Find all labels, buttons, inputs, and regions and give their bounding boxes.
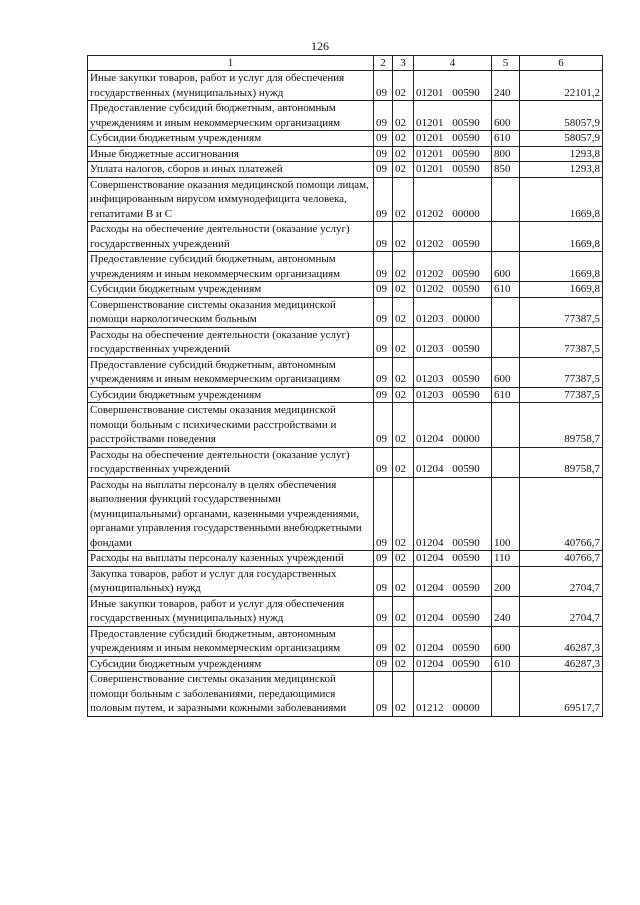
row-expense-type <box>492 327 520 357</box>
row-amount: 1669,8 <box>520 222 603 252</box>
row-target-article: 01204 00590 <box>414 626 492 656</box>
column-header-subsection: 3 <box>393 56 414 71</box>
row-target-article: 01204 00590 <box>414 477 492 551</box>
row-amount: 1669,8 <box>520 252 603 282</box>
row-subsection: 02 <box>393 551 414 567</box>
row-amount: 77387,5 <box>520 357 603 387</box>
row-amount: 77387,5 <box>520 297 603 327</box>
row-expense-type: 610 <box>492 282 520 298</box>
row-subsection: 02 <box>393 387 414 403</box>
row-section: 09 <box>374 447 393 477</box>
row-section: 09 <box>374 672 393 717</box>
row-name: Расходы на выплаты персоналу казенных учреждений <box>88 551 374 567</box>
row-expense-type: 850 <box>492 162 520 178</box>
header-row <box>88 56 603 71</box>
row-amount: 77387,5 <box>520 387 603 403</box>
row-target-article: 01204 00590 <box>414 566 492 596</box>
table-row <box>88 101 603 131</box>
row-amount: 46287,3 <box>520 626 603 656</box>
row-name: Субсидии бюджетным учреждениям <box>88 282 374 298</box>
row-target-article: 01203 00590 <box>414 357 492 387</box>
row-name: Совершенствование системы оказания медицинской помощи больным с заболеваниями, передающимися половым путем, и заразными кожными заболеваниями <box>88 672 374 717</box>
row-section: 09 <box>374 357 393 387</box>
row-expense-type: 610 <box>492 131 520 147</box>
row-subsection: 02 <box>393 71 414 101</box>
table-row <box>88 477 603 551</box>
row-subsection: 02 <box>393 282 414 298</box>
row-target-article: 01204 00590 <box>414 656 492 672</box>
row-target-article: 01202 00590 <box>414 222 492 252</box>
table-row <box>88 626 603 656</box>
row-target-article: 01202 00590 <box>414 252 492 282</box>
row-subsection: 02 <box>393 146 414 162</box>
row-name: Уплата налогов, сборов и иных платежей <box>88 162 374 178</box>
row-amount: 2704,7 <box>520 566 603 596</box>
row-target-article: 01201 00590 <box>414 131 492 147</box>
row-subsection: 02 <box>393 222 414 252</box>
row-target-article: 01203 00590 <box>414 387 492 403</box>
row-amount: 58057,9 <box>520 101 603 131</box>
row-target-article: 01201 00590 <box>414 162 492 178</box>
table-row <box>88 566 603 596</box>
row-expense-type <box>492 672 520 717</box>
row-amount: 1293,8 <box>520 146 603 162</box>
row-expense-type: 200 <box>492 566 520 596</box>
row-expense-type: 240 <box>492 71 520 101</box>
row-expense-type: 600 <box>492 101 520 131</box>
row-section: 09 <box>374 252 393 282</box>
table-row <box>88 403 603 448</box>
row-amount: 46287,3 <box>520 656 603 672</box>
row-subsection: 02 <box>393 626 414 656</box>
row-section: 09 <box>374 656 393 672</box>
row-target-article: 01201 00590 <box>414 146 492 162</box>
row-subsection: 02 <box>393 252 414 282</box>
row-subsection: 02 <box>393 447 414 477</box>
row-amount: 40766,7 <box>520 551 603 567</box>
row-amount: 89758,7 <box>520 447 603 477</box>
row-name: Субсидии бюджетным учреждениям <box>88 131 374 147</box>
row-amount: 1669,8 <box>520 282 603 298</box>
row-name: Расходы на обеспечение деятельности (оказание услуг) государственных учреждений <box>88 222 374 252</box>
row-name: Иные бюджетные ассигнования <box>88 146 374 162</box>
row-subsection: 02 <box>393 403 414 448</box>
row-name: Совершенствование системы оказания медицинской помощи наркологическим больным <box>88 297 374 327</box>
table-row <box>88 131 603 147</box>
row-subsection: 02 <box>393 566 414 596</box>
table-row <box>88 387 603 403</box>
row-amount: 40766,7 <box>520 477 603 551</box>
row-name: Предоставление субсидий бюджетным, автономным учреждениям и иным некоммерческим организациям <box>88 626 374 656</box>
row-target-article: 01203 00590 <box>414 327 492 357</box>
row-name: Закупка товаров, работ и услуг для государственных (муниципальных) нужд <box>88 566 374 596</box>
row-name: Расходы на обеспечение деятельности (оказание услуг) государственных учреждений <box>88 327 374 357</box>
row-subsection: 02 <box>393 327 414 357</box>
row-target-article: 01202 00590 <box>414 282 492 298</box>
row-name: Расходы на выплаты персоналу в целях обеспечения выполнения функций государственными (муниципальными) органами, казенными учреждениями, органами управления государственными внебюджетными фондами <box>88 477 374 551</box>
row-target-article: 01212 00000 <box>414 672 492 717</box>
table-row <box>88 596 603 626</box>
table-row <box>88 282 603 298</box>
row-amount: 1293,8 <box>520 162 603 178</box>
row-expense-type <box>492 297 520 327</box>
row-expense-type <box>492 222 520 252</box>
table-row <box>88 327 603 357</box>
table-row <box>88 656 603 672</box>
row-section: 09 <box>374 387 393 403</box>
column-header-amount: 6 <box>520 56 603 71</box>
row-name: Совершенствование оказания медицинской помощи лицам, инфицированным вирусом иммунодефицита человека, гепатитами В и С <box>88 177 374 222</box>
row-subsection: 02 <box>393 357 414 387</box>
column-header-name: 1 <box>88 56 374 71</box>
row-amount: 22101,2 <box>520 71 603 101</box>
row-expense-type: 600 <box>492 357 520 387</box>
row-section: 09 <box>374 327 393 357</box>
row-subsection: 02 <box>393 177 414 222</box>
row-section: 09 <box>374 566 393 596</box>
row-name: Предоставление субсидий бюджетным, автономным учреждениям и иным некоммерческим организациям <box>88 101 374 131</box>
row-target-article: 01204 00590 <box>414 551 492 567</box>
table-row <box>88 297 603 327</box>
column-header-expense-type: 5 <box>492 56 520 71</box>
row-expense-type: 610 <box>492 387 520 403</box>
row-expense-type: 600 <box>492 626 520 656</box>
table-row <box>88 672 603 717</box>
row-name: Субсидии бюджетным учреждениям <box>88 656 374 672</box>
row-subsection: 02 <box>393 297 414 327</box>
table-row <box>88 222 603 252</box>
row-name: Предоставление субсидий бюджетным, автономным учреждениям и иным некоммерческим организациям <box>88 252 374 282</box>
row-expense-type: 100 <box>492 477 520 551</box>
row-subsection: 02 <box>393 672 414 717</box>
row-expense-type <box>492 177 520 222</box>
table-row <box>88 146 603 162</box>
table-row <box>88 252 603 282</box>
row-subsection: 02 <box>393 596 414 626</box>
row-section: 09 <box>374 162 393 178</box>
row-section: 09 <box>374 297 393 327</box>
row-amount: 77387,5 <box>520 327 603 357</box>
column-header-target-article: 4 <box>414 56 492 71</box>
table-header <box>88 56 603 71</box>
table-row <box>88 447 603 477</box>
table-row <box>88 357 603 387</box>
row-expense-type <box>492 403 520 448</box>
row-expense-type: 110 <box>492 551 520 567</box>
row-target-article: 01204 00590 <box>414 447 492 477</box>
row-section: 09 <box>374 477 393 551</box>
table-row <box>88 551 603 567</box>
row-name: Субсидии бюджетным учреждениям <box>88 387 374 403</box>
row-expense-type: 600 <box>492 252 520 282</box>
row-subsection: 02 <box>393 131 414 147</box>
table-row <box>88 162 603 178</box>
row-section: 09 <box>374 551 393 567</box>
row-section: 09 <box>374 626 393 656</box>
row-expense-type <box>492 447 520 477</box>
row-subsection: 02 <box>393 477 414 551</box>
row-target-article: 01204 00000 <box>414 403 492 448</box>
column-header-section: 2 <box>374 56 393 71</box>
row-target-article: 01204 00590 <box>414 596 492 626</box>
row-name: Иные закупки товаров, работ и услуг для обеспечения государственных (муниципальных) нужд <box>88 596 374 626</box>
row-section: 09 <box>374 101 393 131</box>
row-amount: 69517,7 <box>520 672 603 717</box>
row-subsection: 02 <box>393 656 414 672</box>
row-expense-type: 610 <box>492 656 520 672</box>
row-subsection: 02 <box>393 162 414 178</box>
row-name: Иные закупки товаров, работ и услуг для обеспечения государственных (муниципальных) нужд <box>88 71 374 101</box>
table-row <box>88 71 603 101</box>
row-section: 09 <box>374 131 393 147</box>
row-expense-type: 240 <box>492 596 520 626</box>
row-section: 09 <box>374 71 393 101</box>
row-target-article: 01202 00000 <box>414 177 492 222</box>
row-amount: 58057,9 <box>520 131 603 147</box>
row-subsection: 02 <box>393 101 414 131</box>
row-section: 09 <box>374 403 393 448</box>
row-amount: 1669,8 <box>520 177 603 222</box>
row-target-article: 01203 00000 <box>414 297 492 327</box>
row-section: 09 <box>374 282 393 298</box>
row-target-article: 01201 00590 <box>414 101 492 131</box>
row-section: 09 <box>374 222 393 252</box>
row-target-article: 01201 00590 <box>414 71 492 101</box>
page-number: 126 <box>311 39 329 53</box>
row-name: Предоставление субсидий бюджетным, автономным учреждениям и иным некоммерческим организациям <box>88 357 374 387</box>
row-section: 09 <box>374 177 393 222</box>
budget-table <box>87 55 603 717</box>
row-name: Расходы на обеспечение деятельности (оказание услуг) государственных учреждений <box>88 447 374 477</box>
row-section: 09 <box>374 146 393 162</box>
row-amount: 89758,7 <box>520 403 603 448</box>
row-amount: 2704,7 <box>520 596 603 626</box>
row-section: 09 <box>374 596 393 626</box>
table-row <box>88 177 603 222</box>
table-body <box>88 71 603 717</box>
row-expense-type: 800 <box>492 146 520 162</box>
row-name: Совершенствование системы оказания медицинской помощи больным с психическими расстройствами и расстройствами поведения <box>88 403 374 448</box>
